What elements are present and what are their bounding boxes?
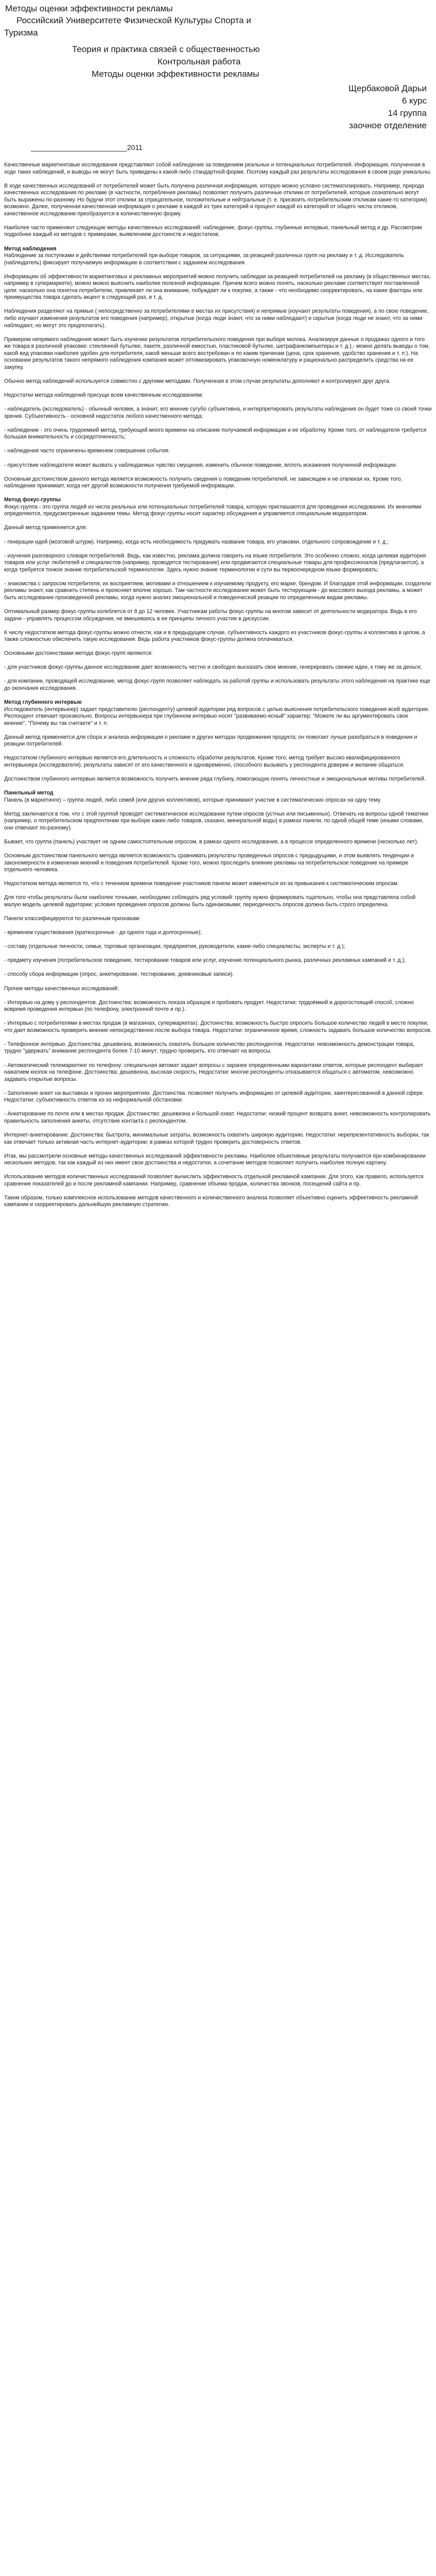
paragraph: - наблюдения часто ограничены временем совершения события. — [4, 448, 170, 454]
paragraph: Наиболее часто применяют следующие методы качественных исследований: наблюдение, фокус-группы, глубинные интервью, панельный метод и др. Рассмотрим подробнее каждый из методов с примерами, выявлением достоинств и недостатков. — [4, 224, 422, 238]
paragraph: - генерации идей (мозговой штурм). Например, когда есть необходимость придумать название товара, его упаковки, отдельного сопровождение и т. д.; — [4, 538, 389, 545]
paragraph: Данный метод применяется для: — [4, 524, 88, 531]
paragraph: Основными достоинствами метода фокус-групп являются: — [4, 650, 153, 657]
paragraph: Данный метод применяется для сбора и анализа информации о рекламе и других методах продвижения продукта; он помогает лучше разобраться в поведении и реакции потребителей. — [4, 734, 417, 748]
paragraph: - Телефонное интервью. Достоинства: дешевизна, возможность охватить большое количество респондентов. Недостатки: невозможность демонстрации товара, трудно "удержать" внимание респондента более 7-10 минут; трудно проверить, кто отвечает на вопросы. — [4, 1041, 415, 1055]
paragraph: Метод заключается в том, что с этой группой проводят систематическое исследование путем опросов (устных или письменных). Отвечать на вопросы одной тематики (например, о потребительском предпочтении при выборе каких-либо товаров, сказано, минеральной воды) в рамках панели, по одной общей теме (иными словами, они отвечают по-разному). — [4, 810, 429, 831]
paragraph: Качественные маркетинговые исследования представляют собой наблюдение за поведением реальных и потенциальных потребителей. Информация, полученная в ходе таких наблюдений, и выводы не могут быть приведены к какой-либо стандартной форме. Поэтому каждый раз результаты исследования в своем роде уникальны. — [4, 162, 432, 175]
document-title: Методы оценки эффективности рекламы — [5, 4, 173, 13]
paragraph: Оптимальный размер фокус-группы колеблется от 8 до 12 человек. Участникам работы фокус-группы на многом зависит от деятельности модератора. Ведь в его задачи - управлять процессом обсуждения, не вмешиваясь в ее принципы личного участия в дискуссии. — [4, 608, 417, 622]
paragraph: Основным достоинством данного метода является возможность получить сведения о поведении потребителей, не зависящем и не отвлекая их. Кроме того, наблюдение принимает, когда нет другой возможности получения требуемой информации. — [4, 476, 403, 489]
paragraph: - для участников фокус-группы данное исследование дает возможность честно и свободно высказать свое мнение, генерировать свежие идеи, к тому же за деньги; — [4, 664, 422, 671]
paragraph: Основным достоинством панельного метода является возможность сравнивать результаты проведенных опросов с предыдущими, и этом выявлять тенденции и закономерности в изменении мнений и поведения потребителей. Кроме того, можно проследить влияние рекламы на потребительское поведение на примере отдельного человека. — [4, 853, 414, 873]
paragraph: Итак, мы рассмотрели основные методы качественных исследований эффективности рекламы. Наиболее объективные результаты получаются при комбинировании нескольких методов, так как каждый из них имеет свои достоинства и недостатки, а сочетание методов позволяет получить наиболее полную картину. — [4, 1153, 426, 1166]
paragraph: Интернет-анкетирование. Достоинства: быстрота, минимальные затраты, возможность охватить широкую аудиторию. Недостатки: нерепрезентативность выборки, так как отвечает только активная часть интернет-аудитории; в рамках которой трудно проверить достоверность ответов. — [4, 1132, 429, 1145]
university-name-cont: Туризма — [4, 28, 38, 38]
paragraph: Обычно метод наблюдений используется совместно с другими методами. Полученная в этом случае результаты дополняют и контролируют друг друга. — [4, 378, 391, 384]
title-block — [4, 14, 432, 132]
paragraph: Фокус-группа - это группа людей из числа реальных или потенциальных потребителей товара, которую приглашаются для проведения исследования. Их мнениями определяются, предусмотренные заданием темы. Метод фокус-группы носит характер обсуждения и управляется специальным модератором. — [4, 503, 422, 517]
paragraph: Прочие методы качественных исследований: — [4, 985, 119, 992]
paragraph: - знакомства с запросом потребителя, их восприятием, мотивами и отношением к изучаемому продукту, его марке, брендом. И благодаря этой информации, создатели рекламы знают, как сравнить степень и проясняет вполне хорошо. Там частности исследование может быть тестирующим - до массового выхода рекламы, а может быть исследование произведенной рекламы, когда нужно анализ эмоциональной и поведенческой реакции по определенным видам рекламы. — [4, 580, 431, 601]
author-name: Щербаковой Дарьи — [348, 83, 427, 93]
paragraph: - для компании, проводящей исследование, метод фокус-групп позволяет наблюдать за работой группы и использовать результаты этого наблюдения на практике еще до окончания исследования. — [4, 678, 430, 692]
paragraph: Наблюдение за поступками и действиями потребителей при выборе товаров, за ситуациями, за реакцией различных групп на рекламу и т. д. Исследователь (наблюдатель) фиксирует получаемую информацию в соответствии с заданием исследования. — [4, 252, 404, 266]
section-heading: Метод наблюдения — [4, 245, 57, 252]
paragraph: Достоинством глубинного интервью является возможность получить мнение ряда глубину, помогающую понять личностные и эмоциональные мотивы потребителей. — [4, 776, 426, 783]
paragraph: - наблюдатель (исследователь) - обычный человек, а значит, его мнение сугубо субъективна, и интерпретировать результаты наблюдения он будет тоже со своей точки зрения. Субъективность - основной недостаток любого качественного метода; — [4, 406, 432, 419]
section-heading: Панельный метод — [4, 790, 54, 796]
paragraph: Использование методов количественных исследований позволяет вычислить эффективность отдельной рекламной кампании. Для этого, как правило, используется сравнение показателей до и после рекламной кампании. Например, сравнение объема продаж, количества звонков, посещений сайта и пр. — [4, 1174, 424, 1187]
paragraph: Бывает, что группа (панель) участвует не одним самостоятельным опросом, в рамках одного исследования, а в процессе определенного времени (несколько лет). — [4, 839, 418, 845]
paragraph: Наблюдения разделяют на прямые ( непосредственно за потребителями в местах их присутствия) и непрямые (изучают результаты поведения), а по свою поведение, либо изучают изменения результатов его поведения (например), открытые (когда люди знают, что за ними наблюдают) и скрытые (когда люди не знают, что за ними наблюдают, но могут это предполагать). — [4, 308, 429, 329]
section-heading: Метод глубинного интервью — [4, 699, 82, 706]
paragraph: Недостатки метода наблюдений присущи всем качественным исследованиям: — [4, 392, 203, 399]
paragraph: - Интервью с потребителями в местах продаж (в магазинах, супермаркетах). Достоинства: возможность быстро опросить большое количество людей в месте покупки, что дает возможность проверить мнение непосредственно после выбора товара. Недостатки: ограниченное время, сложность задавать большое количество вопросов. — [4, 1020, 432, 1033]
paragraph: - предмету изучения (потребительское поведение, тестирование товаров или услуг, изучение потенциального рынка, различных рекламных кампаний и т. д.); — [4, 957, 406, 964]
paragraph: Примером непрямого наблюдения может быть изучение результатов потребительского поведения при выборе молока. Анализируя данные о продажах одного и того же товара в различной упаковке: стеклянной бутылке, пакете, различной емкостью, пластиковой бутылке, шетрафанкомпьютеры и т. д.),- можно делать выводы о том, какой вид упаковки наиболее удобен для потребителя, какой меньше всего востребован и по каким причинам (цена, срок хранения, удобство хранения и т. п.). На основании результатов такого непрямого наблюдения компания может оптимизировать упаковочную номенклатуру и рационально распределить средства на ее закупку. — [4, 336, 430, 370]
paragraph: - Анкетирование по почте или в местах продаж. Достоинство: дешевизна и большой охват. Недостатки: низкий процент возврата анкет, невозможность контролировать правильность заполнения анкеты, отсутствие контакта с респондентом. — [4, 1111, 431, 1124]
paragraph: - изучения разговорного словаря потребителей. Ведь, как известно, реклама должна говорить на языке потребителя. Это особенно сложно, когда целевая аудитория товаров или услуг любителей и специалистов (например, проводятся тестирование) или продвигаются специальные товары для профессионалов (предлагаются), а когда требуется тонкое знание потребительской терминологии. Здесь нужно знание терминологии и сути вы первоочередном языке формировать; — [4, 552, 426, 573]
paragraph: - временем существования (краткосрочные - до одного года и долгосрочные); — [4, 929, 202, 936]
paragraph: - Заполнение анкет на выставках и прочих мероприятиях. Достоинства: позволяет получить информацию от целевой аудитории, заинтересованной в данной сфере. Недостатки: субъективность ответов из-за неформальной обстановки. — [4, 1090, 424, 1104]
paragraph: Панели классифицируются по различным признакам: — [4, 916, 141, 922]
paragraph: Информацию об эффективности маркетинговых и рекламных мероприятий можно получить наблюдая за реакцией потребителей на рекламу (в общественных местах, например в супермаркете), можно можно выяснить наиболее полезной информации. Причем всего можно понять, насколько рекламе соответствует поставленной цели: насколько она понятна потребителю, привлекает ли она внимание, побуждает ли к покупке, а также - что необходимо скорректировать, на какие факторы или преимущества товара сделать акцент в следующий раз, и т. д. — [4, 273, 431, 301]
university-name: Российский Университете Физической Культуры Спорта и — [16, 15, 251, 25]
work-topic: Методы оценки эффективности рекламы — [92, 69, 259, 79]
author-group: 14 группа — [388, 108, 427, 118]
work-type: Контрольная работа — [158, 57, 241, 66]
author-course: 6 курс — [402, 96, 427, 106]
paragraph: - способу сбора информации (опрос, анкетирование, тестирование, дневниковые записи). — [4, 971, 234, 978]
section-heading: Метод фокус-группы — [4, 497, 61, 503]
document-body — [4, 162, 432, 1209]
paragraph: К числу недостатков метода фокус-группы можно отнести, как и в предыдущем случае, субъективность каждого из участников фокус-группы и коллектива в целом, а также сложностью обеспечить такую исследования. Ведь работа участников фокус-группы должна оплачиваться. — [4, 629, 425, 643]
paragraph: - Интервью на дому у респондентов. Достоинства: возможность показа образцов и пробовать продукт. Недостатки: трудоёмкий и дорогостоящий способ, сложно вовремя проведения интервью (по телефону, электронной почте и пр.). — [4, 999, 414, 1013]
paragraph: - присутствие наблюдателя может вызвать у наблюдаемых чувство смущения, изменить обычное поведение, вплоть искажения полученной информации. — [4, 462, 397, 468]
author-department: заочное отделение — [348, 121, 427, 130]
course-name: Теория и практика связей с общественностью — [72, 44, 260, 54]
paragraph: - наблюдение - это очень трудоемкий метод, требующий много времени на описание получаемой информации и ее обработку. Кроме того, от наблюдателя требуется большая внимательность и сосредоточенность; — [4, 427, 427, 440]
paragraph: Для того чтобы результаты были наиболее точными, необходимо соблюдать ряд условий: группу нужно формировать тщательно, чтобы она представляла собой малую модель целевой аудитории; условия проведения опросов должны быть одинаковыми; периодичность опросов должна быть строго определена. — [4, 894, 416, 908]
paragraph: Исследователь (интервьюер) задает представителю (респонденту) целевой аудитории ряд вопросов с целью выяснения потребительского поведения всей аудитории. Респондент отвечает произвольно. Вопросы интервьюера при глубинном интервью носят "развиваемо-ясный" характер: "Можете ли вы аргументировать свое мнение", "Почему вы так считаете" и т. п. — [4, 706, 429, 726]
paragraph: Недостатком глубинного интервью является его длительность и сложность обработки результатов. Кроме того, метод требует высоко квалифицированного интервьюера (исследователя), результаты зависят от его качественного и одновременно, способного вызывать у респондента доверие и желание общаться. — [4, 755, 405, 769]
paragraph: Таким образом, только комплексное использование методов качественного и количественного анализа позволяет объективно оценить эффективность рекламной кампании и скорректировать дальнейшую рекламную стратегию. — [4, 1194, 418, 1208]
paragraph: - Автоматический телемаркетинг по телефону: специальная автомат задает вопросы с заранее определенными вариантами ответов, которые респондент выбирает нажатием кнопок на телефоне. Достоинства: дешевизна, высокая скорость, Недостатки: многие респонденты отказываются общаться с автоматом, невозможно задавать открытые вопросы. — [4, 1062, 423, 1082]
date-line: ________________________2011 — [31, 143, 143, 151]
paragraph: - составу (отдельные личности, семьи, торговые организации, предприятия, руководители, какие-либо специалисты, эксперты и т. д.); — [4, 943, 345, 950]
paragraph: Недостатком метода является то, что с течением времени поведение участников панели может измениться из-за привыкания к систематическим опросам. — [4, 880, 399, 887]
paragraph: Панель (в маркетинге) – группа людей, либо семей (или других коллективов), которые принимают участие в систематических опросах на одну тему. — [4, 796, 381, 803]
paragraph: В ходе качественных исследований от потребителей может быть получена различная информация, которую можно условно систематизировать. Например, природа качественных исследования по рекламе (в частности, потребления рекламы) позволяет получить различные отклики от потребителей, которые сознательно могут быть выражены по-разному. Но будучи этот отклики за отрицательное, положительные и нейтральные (т. е. присвоить потребительским откликам какие-то категории) возможно. Далее, полученная качественная информация о рекламе в каждой из трех категорий и процент каждой из категорий от общего числа откликов, качественное исследование преобразуется в количественную форму. — [4, 182, 427, 217]
